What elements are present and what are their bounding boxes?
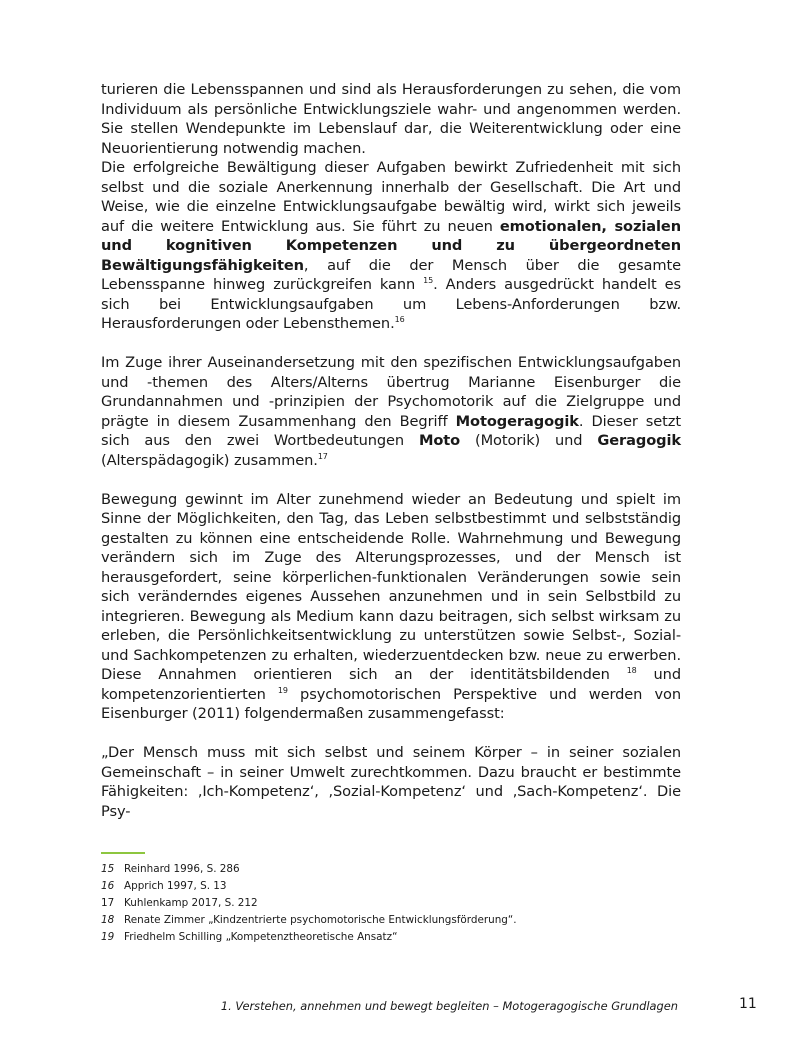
footnote-text: Kuhlenkamp 2017, S. 212 (124, 897, 258, 909)
footnote-reference: 19 (277, 685, 288, 695)
quote-paragraph (101, 743, 681, 821)
footnote (101, 895, 681, 912)
bold-term: Motogeragogik (455, 412, 579, 430)
footnote-text: Apprich 1997, S. 13 (124, 880, 227, 892)
text-run: Im Zuge ihrer Auseinandersetzung mit den spezifischen Entwicklungsaufgaben und -themen des Alters/Alterns übertrug Marianne Eisenburger die Grundannahmen und -prinzipien der Psychomotorik auf die Zielgruppe und prägte in diesem Zusammenhang den Begriff (101, 354, 681, 430)
footnote-reference: 17 (317, 451, 328, 461)
footnote-text: Friedhelm Schilling „Kompetenztheoretische Ansatz“ (124, 931, 398, 943)
footnotes (101, 861, 681, 946)
footnote-reference: 18 (626, 666, 637, 675)
text-run: „Der Mensch muss mit sich selbst und seinem Körper – in seiner sozialen Gemeinschaft – in seiner Umwelt zurechtkommen. Dazu braucht er bestimmte Fähigkeiten: ‚Ich-Kompetenz‘, ‚Sozial-Kompetenz‘ und ‚Sach-Kompetenz‘. Die Psy- (101, 744, 681, 820)
footnote-number: 16 (101, 880, 115, 892)
text-run: turieren die Lebensspannen und sind als Herausforderungen zu sehen, die vom Individuum als persönliche Entwicklungsziele wahr- und angenommen werden. Sie stellen Wendepunkte im Lebenslauf dar, die Weiterentwicklung oder eine Neuorientierung notwendig machen. (101, 81, 681, 157)
footnote-number: 19 (101, 931, 115, 943)
text-run: (Alterspädagogik) zusammen. (101, 451, 318, 469)
text-run: . Dieser setzt sich aus den zwei Wortbedeutungen (101, 412, 681, 449)
footnote (101, 912, 681, 929)
text-run: , auf die der Mensch über die gesamte Lebensspanne hinweg zurückgreifen kann (101, 256, 681, 293)
paragraph (101, 158, 681, 334)
bold-term: Geragogik (597, 432, 681, 449)
footnote-reference: 15 (423, 276, 434, 285)
paragraph (101, 490, 681, 724)
text-run: psychomotorischen Perspektive und werden von Eisenburger (2011) folgendermaßen zusammengefasst: (101, 685, 681, 722)
running-footer-title: 1. Verstehen, annehmen und bewegt begleiten – Motogeragogische Grundlagen (220, 999, 678, 1013)
page-number: 11 (739, 996, 757, 1012)
footnote-reference: 16 (394, 315, 405, 324)
bold-term: Moto (418, 432, 461, 449)
text-run: . Anders ausgedrückt handelt es sich bei Entwicklungsaufgaben um Lebens-Anforderungen bzw. Herausforderungen oder Lebensthemen. (101, 276, 681, 332)
footnote (101, 878, 681, 895)
footnote (101, 861, 681, 878)
body-text (101, 80, 681, 821)
footnote (101, 929, 681, 946)
footnote-number: 15 (101, 863, 115, 875)
text-run: Bewegung gewinnt im Alter zunehmend wieder an Bedeutung und spielt im Sinne der Möglichkeiten, den Tag, das Leben selbstbestimmt und selbstständig gestalten zu können eine entscheidende Rolle. Wahrnehmung und Bewegung verändern sich im Zuge des Alterungsprozesses, und der Mensch ist herausgefordert, seine körperlichen-funktionalen Veränderungen sowie sein sich veränderndes eigenes Aussehen anzunehmen und in sein Selbstbild zu integrieren. Bewegung als Medium kann dazu beitragen, sich selbst wirksam zu erleben, die Persönlichkeitsentwicklung zu unterstützen sowie Selbst-, Sozial- und Sachkompetenzen zu erhalten, wiederzuentdecken bzw. neue zu erwerben. Diese Annahmen orientieren sich an der identitätsbildenden (101, 490, 681, 683)
footnote-number: 18 (101, 914, 115, 926)
footnote-number: 17 (101, 897, 115, 909)
text-run: und kompetenzorientierten (101, 666, 681, 703)
footnote-text: Reinhard 1996, S. 286 (124, 863, 240, 875)
paragraph (101, 353, 681, 470)
paragraph (101, 80, 681, 158)
bold-term: emotionalen, sozialen und kognitiven Kompetenzen und zu übergeordneten Bewältigungsfähigkeiten (101, 217, 681, 274)
footnote-text: Renate Zimmer „Kindzentrierte psychomotorische Entwicklungsförderung“. (124, 914, 517, 926)
footnote-divider (101, 852, 145, 854)
text-run: Die erfolgreiche Bewältigung dieser Aufgaben bewirkt Zufriedenheit mit sich selbst und die soziale Anerkennung innerhalb der Gesellschaft. Die Art und Weise, wie die einzelne Entwicklungsaufgabe bewältig wird, wirkt sich jeweils auf die weitere Entwicklung aus. Sie führt zu neuen (101, 159, 681, 235)
text-run: (Motorik) und (460, 432, 598, 449)
